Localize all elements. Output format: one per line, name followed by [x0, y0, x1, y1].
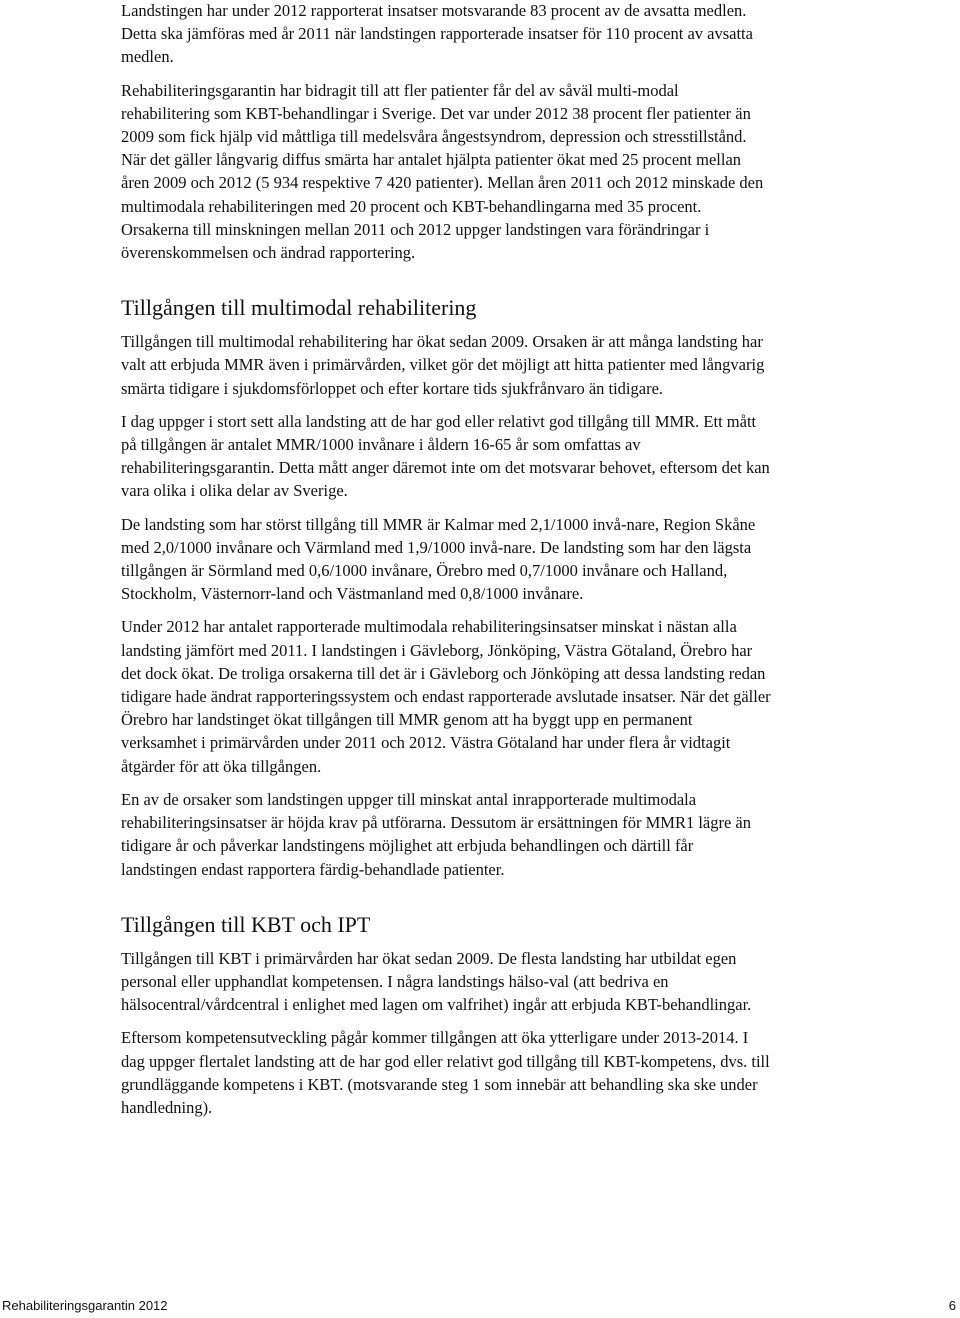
paragraph: De landsting som har störst tillgång till MMR är Kalmar med 2,1/1000 invå-nare, Region Skåne med 2,0/1000 invånare och Värmland med 1,9/1000 invå-nare. De landsting som har den lägsta tillgången är Sörmland med 0,6/1000 invånare, Örebro med 0,7/1000 invånare och Halland, Stockholm, Västernorr-land och Västmanland med 0,8/1000 invånare.: [121, 514, 756, 604]
paragraph: En av de orsaker som landstingen uppger till minskat antal inrapporterade multimodala rehabiliteringsinsatser är höjda krav på utförarna. Dessutom är ersättningen för MMR1 lägre än tidigare år och påverkar landstingens möjlighet att erbjuda behandlingen och därtill får landstingen endast rapportera färdig-behandlade patienter.: [121, 789, 752, 879]
section-heading-multimodal: Tillgången till multimodal rehabilitering: [121, 295, 477, 321]
page-number: 6: [948, 1298, 956, 1313]
section-heading-kbt: Tillgången till KBT och IPT: [121, 911, 371, 937]
paragraph: Landstingen har under 2012 rapporterat insatser motsvarande 83 procent av de avsatta medlen. Detta ska jämföras med år 2011 när landstingen rapporterade insatser för 110 procent av avsatta medlen.: [121, 1, 753, 67]
footer-title: Rehabiliteringsgarantin 2012: [2, 1298, 168, 1313]
paragraph: Eftersom kompetensutveckling pågår kommer tillgången att öka ytterligare under 2013-2014. I dag uppger flertalet landsting att de har god eller relativt god tillgång till KBT-kompetens, dvs. till grundläggande kompetens i KBT. (motsvarande steg 1 som innebär att behandling ska ske under handledning).: [121, 1028, 770, 1117]
paragraph: Tillgången till multimodal rehabilitering har ökat sedan 2009. Orsaken är att många landsting har valt att erbjuda MMR även i primärvården, vilket gör det möjligt att hitta patienter med långvarig smärta tidigare i sjukdomsförloppet och efter kortare tids sjukfrånvaro än tidigare.: [121, 332, 765, 398]
page-footer: [0, 1298, 960, 1314]
paragraph: Rehabiliteringsgarantin har bidragit till att fler patienter får del av såväl multi-modal rehabilitering som KBT-behandlingar i Sverige. Det var under 2012 38 procent fler patienter än 2009 som fick hjälp vid måttliga till medelsvåra ångestsyndrom, depression och stresstillstånd. När det gäller långvarig diffus smärta har antalet hjälpta patienter ökat med 25 procent mellan åren 2009 och 2012 (5 934 respektive 7 420 patienter). Mellan åren 2011 och 2012 minskade den multimodala rehabiliteringen med 20 procent och KBT-behandlingarna med 35 procent. Orsakerna till minskningen mellan 2011 och 2012 uppger landstingen vara förändringar i överenskommelsen och ändrad rapportering.: [121, 80, 764, 263]
document-body: [121, 0, 771, 1129]
paragraph: Tillgången till KBT i primärvården har ökat sedan 2009. De flesta landsting har utbildat egen personal eller upphandlat kompetensen. I några landstings hälso-val (att bedriva en hälsocentral/vårdcentral i enlighet med lagen om valfrihet) ingår att erbjuda KBT-behandlingar.: [121, 948, 752, 1015]
paragraph: Under 2012 har antalet rapporterade multimodala rehabiliteringsinsatser minskat i nästan alla landsting jämfört med 2011. I landstingen i Gävleborg, Jönköping, Västra Götaland, Örebro har det dock ökat. De troliga orsakerna till det är i Gävleborg och Jönköping att dessa landsting redan tidigare hade ändrat rapporteringssystem och endast rapporterade avslutade insatser. När det gäller Örebro har landstinget ökat tillgången till MMR genom att ha byggt upp en permanent verksamhet i primärvården under 2011 och 2012. Västra Götaland har under flera år vidtagit åtgärder för att öka tillgången.: [121, 617, 771, 776]
paragraph: I dag uppger i stort sett alla landsting att de har god eller relativt god tillgång till MMR. Ett mått på tillgången är antalet MMR/1000 invånare i åldern 16-65 år som omfattas av rehabiliteringsgarantin. Detta mått anger däremot inte om det motsvarar behovet, eftersom det kan vara olika i olika delar av Sverige.: [121, 411, 770, 501]
